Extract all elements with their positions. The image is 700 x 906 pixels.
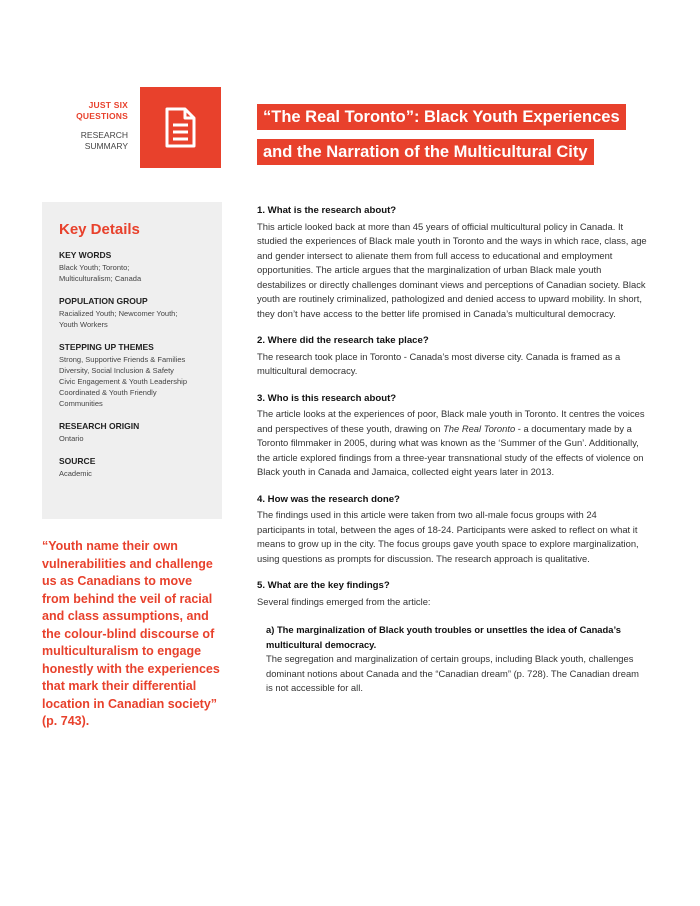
sidebar-section-population-group	[59, 296, 222, 330]
sidebar-section-source	[59, 456, 222, 479]
question-4-title: 4. How was the research done?	[257, 493, 400, 505]
question-2-title: 2. Where did the research take place?	[257, 335, 429, 346]
document-icon	[164, 106, 197, 149]
brand-labels	[60, 100, 128, 152]
sidebar-section-stepping-up-themes	[59, 342, 222, 409]
sidebar-value: Ontario	[59, 434, 84, 443]
title-line-1: “The Real Toronto”: Black Youth Experiences	[257, 104, 626, 130]
sidebar-label: POPULATION GROUP	[59, 296, 148, 306]
finding-a-body: The segregation and marginalization of certain groups, including Black youth, challenges dominant notions about Canada and the “Canadian dream” (p. 728). The Canadian dream is not accessible for all.	[266, 653, 639, 693]
brand-line-1: JUST SIX	[88, 100, 128, 110]
question-3-title: 3. Who is this research about?	[257, 392, 397, 404]
document-title	[257, 104, 626, 174]
film-title: The Real Toronto	[443, 422, 516, 434]
key-details-panel	[42, 202, 222, 519]
question-5-title: 5. What are the key findings?	[257, 580, 390, 591]
brand-sub-2: SUMMARY	[84, 141, 128, 151]
question-2-body: The research took place in Toronto - Canada’s most diverse city. Canada is framed as a multicultural democracy.	[257, 350, 621, 376]
question-5-body: Several findings emerged from the article:	[257, 595, 431, 607]
sidebar-section-key-words	[59, 250, 222, 284]
question-1-body: This article looked back at more than 45 years of official multicultural policy in Canada. It studied the experiences of Black male youth in Toronto and the ways in which race, class, age and gender intersect to alienate them from full access to educational and employment opportunities. The article argues that the marginalization of urban Black male youth destabilizes or directly challenges dominant views and perceptions of Canadian society. Black youth are routinely criminalized, pathologized and denied access to upward mobility. In short, they don’t have access to the better life promised in Canada’s multicultural democracy.	[257, 220, 647, 319]
question-3-body-part-a: The article looks at the experiences of poor, Black male youth in Toronto. It centres the voices and perspectives of these youth, drawing on	[257, 408, 645, 434]
finding-a	[266, 623, 647, 696]
sidebar-label: SOURCE	[59, 456, 96, 466]
question-3-body-part-b: - a documentary made by a Toronto filmmaker in 2005, during what was known as the ‘Summer of the Gun’. Additionally, the article explored findings from a three-year transnational study of the effects of violence on Black youth in Canada and Jamaica, collected eight years later in 2013.	[257, 422, 644, 477]
question-1-title: 1. What is the research about?	[257, 205, 397, 216]
question-3-body	[257, 407, 647, 480]
main-content	[257, 204, 647, 696]
sidebar-section-research-origin	[59, 421, 222, 444]
sidebar-value: Black Youth; Toronto; Multiculturalism; Canada	[59, 263, 142, 283]
document-logo-box	[140, 87, 221, 168]
sidebar-label: KEY WORDS	[59, 250, 112, 260]
sidebar-value: Racialized Youth; Newcomer Youth; Youth Workers	[59, 309, 178, 329]
brand-sub-1: RESEARCH	[80, 130, 128, 140]
sidebar-label: RESEARCH ORIGIN	[59, 421, 140, 431]
title-line-2: and the Narration of the Multicultural City	[257, 139, 594, 165]
finding-a-title: a) The marginalization of Black youth troubles or unsettles the idea of Canada’s multicultural democracy.	[266, 624, 621, 650]
question-4-body: The findings used in this article were taken from two all-male focus groups with 24 participants in total, between the ages of 18-24. Participants were asked to reflect on what it means to grow up in the city. The focus groups gave youth space to explore marginalization, using questions as prompts for discussion. The research approach is qualitative.	[257, 509, 639, 564]
brand-line-2: QUESTIONS	[76, 111, 128, 121]
key-details-heading: Key Details	[59, 221, 140, 238]
sidebar-value: Strong, Supportive Friends & Families Diversity, Social Inclusion & Safety Civic Engagement & Youth Leadership Coordinated & Youth Friendly Communities	[59, 355, 188, 408]
sidebar-value: Academic	[59, 469, 92, 478]
sidebar-label: STEPPING UP THEMES	[59, 342, 154, 352]
pull-quote: “Youth name their own vulnerabilities and challenge us as Canadians to move from behind the veil of racial and class assumptions, and the colour-blind discourse of multiculturalism to engage honestly with the experiences that mark their differential location in Canadian society” (p. 743).	[42, 539, 220, 728]
